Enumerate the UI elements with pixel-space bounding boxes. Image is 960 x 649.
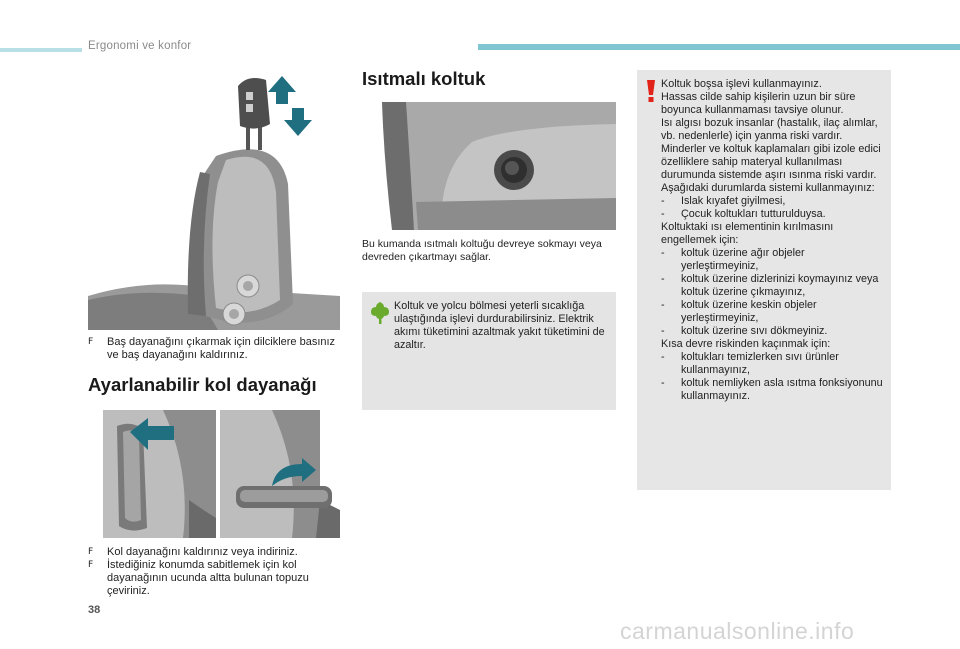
up-down-arrow-icon xyxy=(268,74,312,138)
eco-note-box xyxy=(362,292,616,410)
exclamation-icon xyxy=(645,80,657,102)
arrow-rotate-icon xyxy=(270,458,318,488)
warning-list-item: - Çocuk koltukları tutturulduysa. xyxy=(661,208,826,220)
eco-note-text: Koltuk ve yolcu bölmesi yeterli sıcaklığa ulaştığında işlevi durdurabilirsiniz. Elektrik akımı tüketimini azaltmak yakıt tüketimini de azaltır. xyxy=(394,300,605,351)
warning-list-item: - koltuk nemliyken asla ısıtma fonksiyonunu kullanmayınız. xyxy=(661,377,883,402)
heated-seat-section-title: Isıtmalı koltuk xyxy=(362,68,486,89)
warning-text xyxy=(661,78,883,403)
warning-line: Kısa devre riskinden kaçınmak için: xyxy=(661,338,831,350)
watermark: carmanualsonline.info xyxy=(620,618,855,644)
list-dash: - xyxy=(661,325,665,337)
warning-list-item: - koltuk üzerine ağır objeler yerleştirmeyiniz, xyxy=(661,247,805,272)
warning-line: Aşağıdaki durumlarda sistemi kullanmayınız: xyxy=(661,182,875,194)
warning-list-item: - koltuk üzerine keskin objeler yerleştirmeyiniz, xyxy=(661,299,817,324)
list-dash: - xyxy=(661,351,665,363)
armrest-section-title: Ayarlanabilir kol dayanağı xyxy=(88,374,317,395)
warning-list-item: - koltuk üzerine dizlerinizi koymayınız veya koltuk üzerine çıkmayınız, xyxy=(661,273,879,298)
list-dash: - xyxy=(661,299,665,311)
page-number: 38 xyxy=(88,604,101,616)
warning-line: Koltuktaki ısı elementinin kırılmasını engellemek için: xyxy=(661,221,834,246)
header-rule-left xyxy=(0,48,82,52)
warning-list-item: - koltuk üzerine sıvı dökmeyiniz. xyxy=(661,325,828,337)
warning-line: Minderler ve koltuk kaplamaları gibi izole edici özelliklere sahip materyal kullanılması durumunda sistemde aşırı ısınma riski vardır. xyxy=(661,143,881,181)
warning-line: Isı algısı bozuk insanlar (hastalık, ilaç alımlar, vb. nedenlerle) için yanma riski vardır. xyxy=(661,117,878,142)
armrest-instructions xyxy=(88,546,340,598)
list-dash: - xyxy=(661,195,665,207)
heated-seat-description: Bu kumanda ısıtmalı koltuğu devreye sokmayı veya devreden çıkartmayı sağlar. xyxy=(362,238,602,263)
headrest-bullet: F Baş dayanağını çıkarmak için dilciklere basınız ve baş dayanağını kaldırınız. xyxy=(88,336,336,361)
section-header-title: Ergonomi ve konfor xyxy=(88,40,192,52)
header-rule-right xyxy=(478,44,960,50)
heated-seat-switch-illustration xyxy=(362,102,616,230)
bullet-mark: F xyxy=(88,337,94,347)
warning-line: Hassas cilde sahip kişilerin uzun bir süre boyunca kullanmaması tavsiye olunur. xyxy=(661,91,856,116)
eco-leaf-icon xyxy=(370,302,390,324)
list-dash: - xyxy=(661,273,665,285)
headrest-instructions xyxy=(88,336,340,362)
armrest-bullet: F İstediğiniz konumda sabitlemek için kol dayanağının ucunda altta bulunan topuzu çeviriniz. xyxy=(88,559,309,597)
warning-line: Koltuk boşsa işlevi kullanmayınız. xyxy=(661,78,822,90)
armrest-bullet: F Kol dayanağını kaldırınız veya indiriniz. xyxy=(88,546,298,558)
warning-list-item: - koltukları temizlerken sıvı ürünler kullanmayınız, xyxy=(661,351,839,376)
arrow-left-icon xyxy=(130,418,174,452)
warning-list-item: - Islak kıyafet giyilmesi, xyxy=(661,195,786,207)
list-dash: - xyxy=(661,247,665,259)
list-dash: - xyxy=(661,377,665,389)
list-dash: - xyxy=(661,208,665,220)
warning-box xyxy=(637,70,891,490)
